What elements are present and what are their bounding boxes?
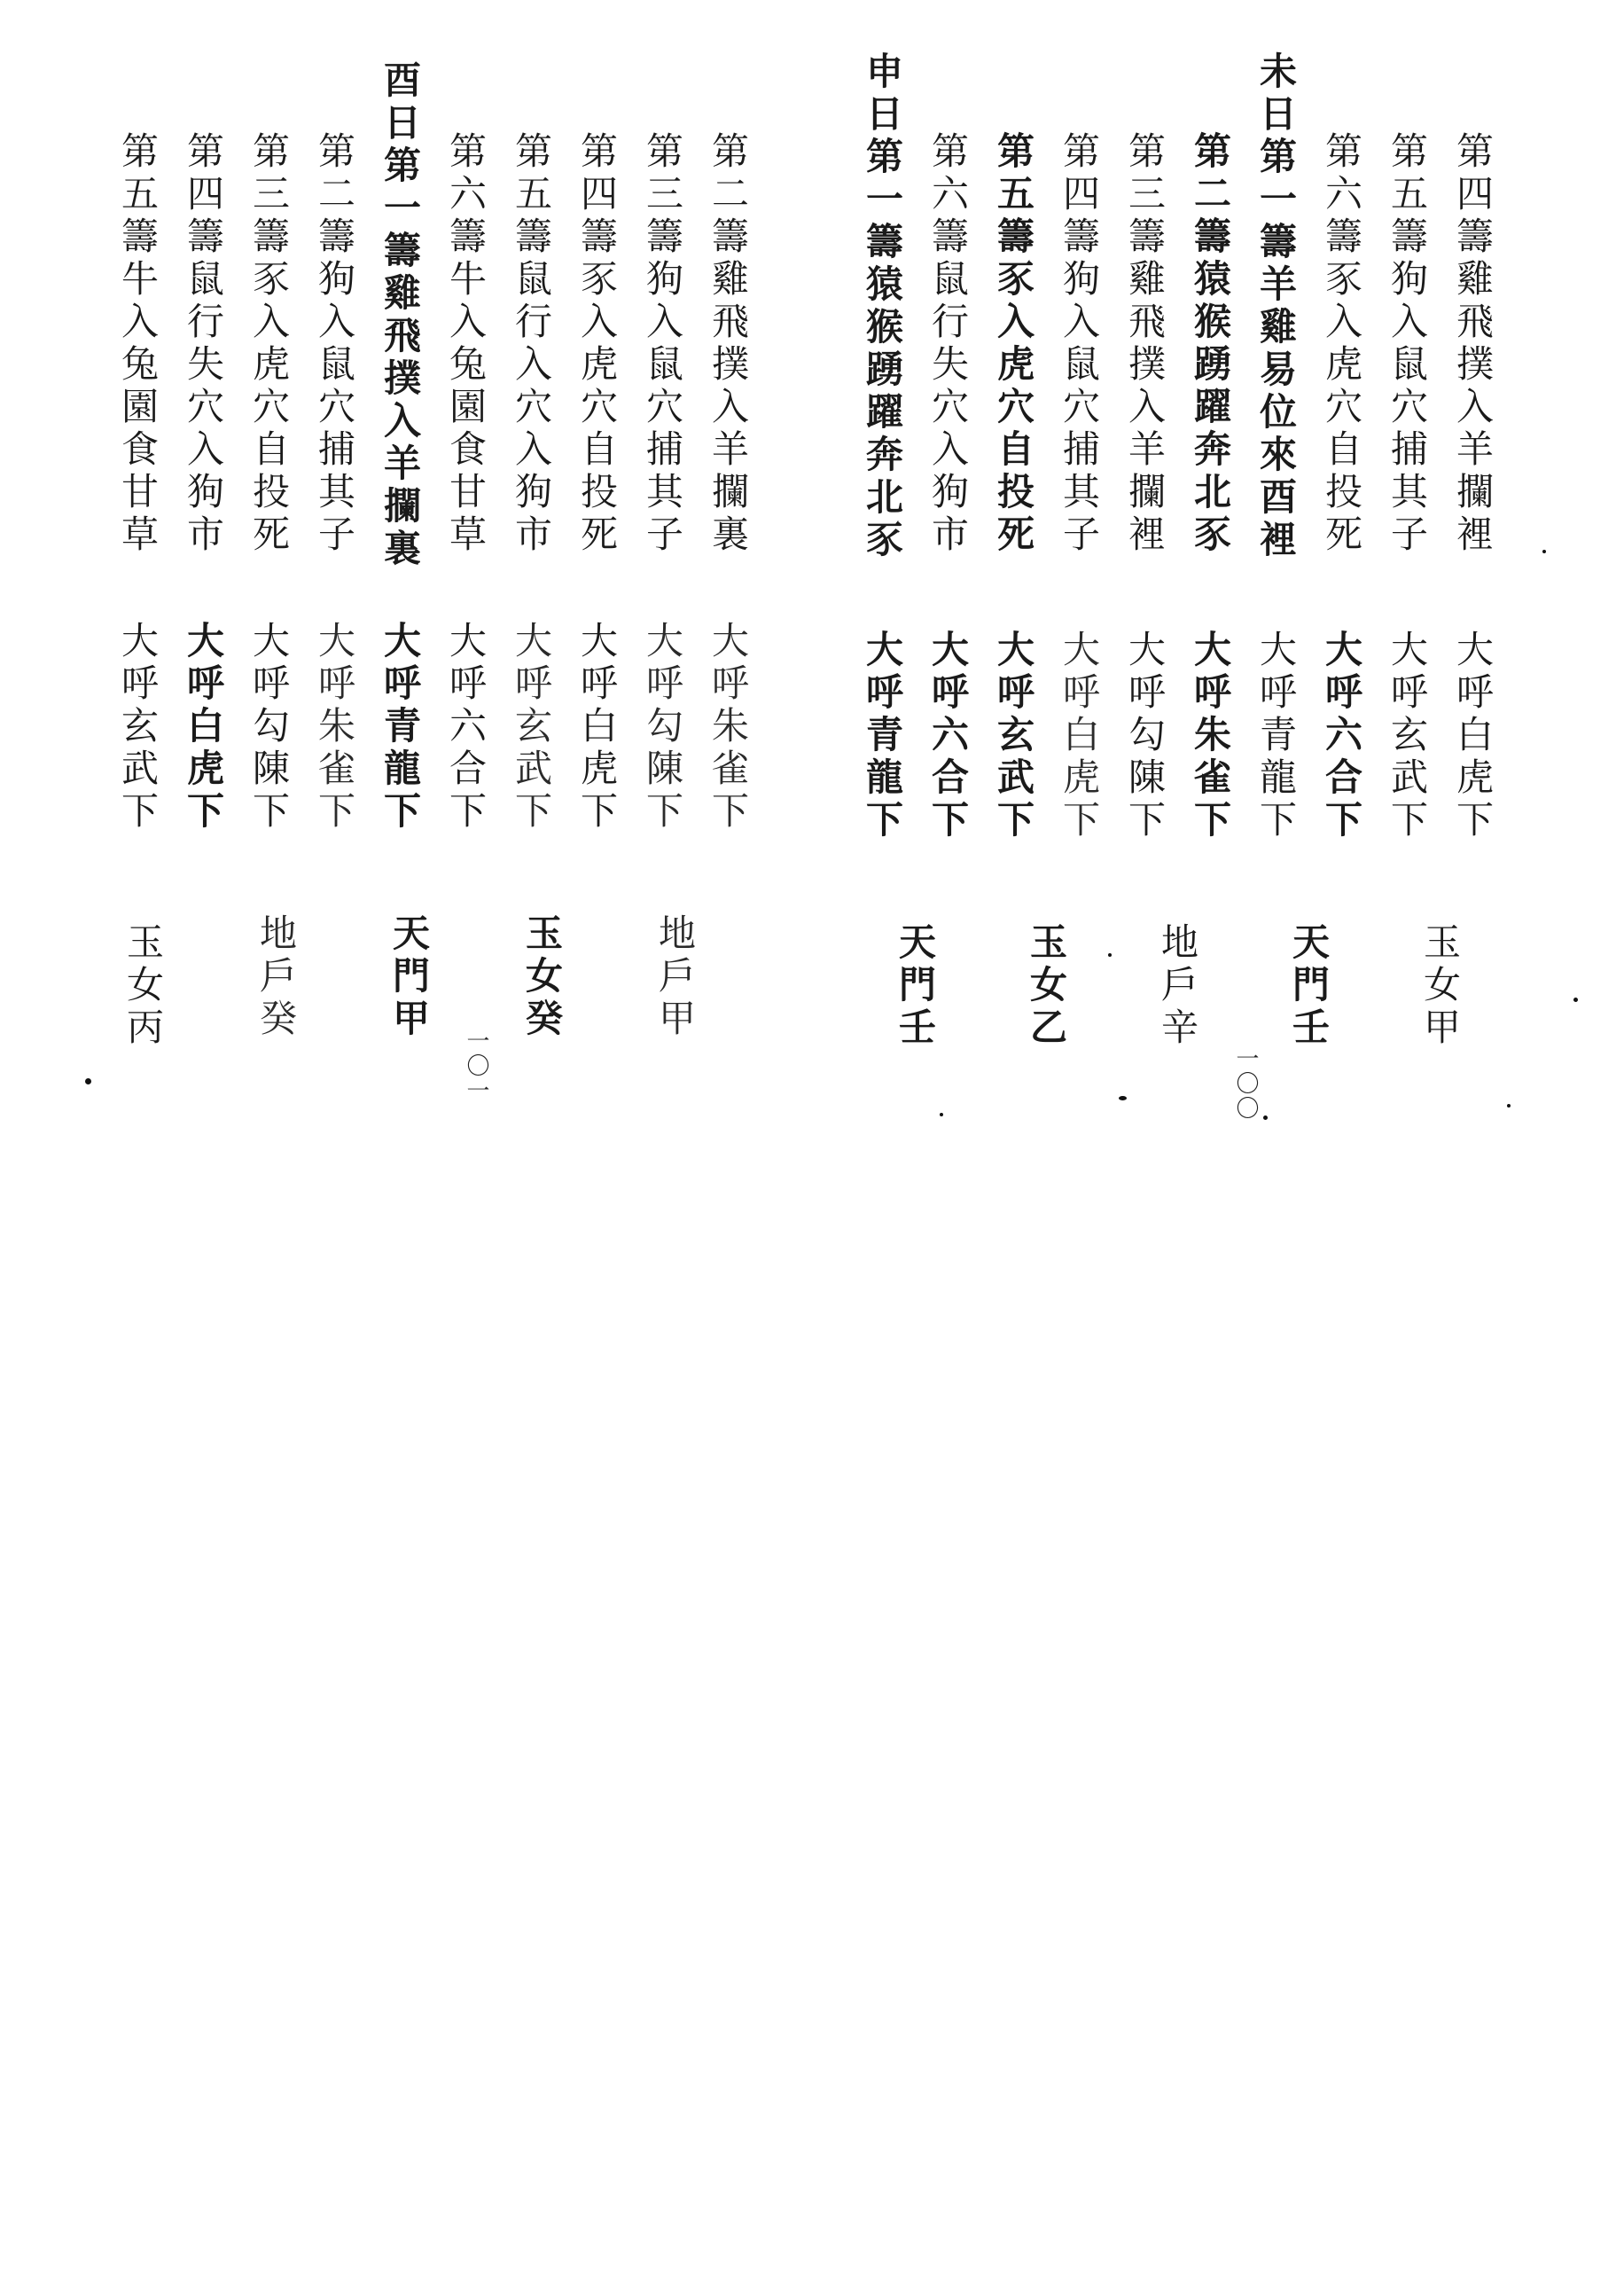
left-call-col-5: 大呼六合下 bbox=[444, 621, 488, 834]
left-main-col-8: 第三籌豕入虎穴自投死 bbox=[247, 131, 291, 557]
right-gate-col-3: 地戶辛 bbox=[1156, 922, 1199, 1050]
right-main-col-3: 第六籌豕入虎穴自投死 bbox=[1320, 131, 1363, 557]
scan-speck bbox=[1573, 998, 1578, 1002]
right-call-col-1: 大呼白虎下 bbox=[1451, 630, 1495, 842]
right-folio-number: 一〇〇 bbox=[1232, 1046, 1259, 1121]
left-call-col-7: 大呼朱雀下 bbox=[313, 621, 356, 834]
right-call-col-8: 大呼玄武下 bbox=[992, 630, 1035, 842]
right-call-col-5: 大呼朱雀下 bbox=[1189, 630, 1232, 842]
left-gate-col-5: 玉女丙 bbox=[121, 922, 165, 1050]
right-call-col-4: 大呼青龍下 bbox=[1254, 630, 1298, 842]
scan-speck bbox=[1119, 1096, 1127, 1100]
left-main-col-10: 第五籌牛入兔園食甘草 bbox=[116, 131, 160, 557]
scan-speck bbox=[1108, 953, 1112, 957]
left-main-col-6: 酉日第一籌雞飛撲入羊攔裏 bbox=[379, 60, 422, 571]
right-call-col-2: 大呼玄武下 bbox=[1386, 630, 1429, 842]
left-gate-col-2: 玉女癸 bbox=[520, 913, 564, 1041]
left-gate-col-4: 地戶癸 bbox=[254, 913, 298, 1041]
left-main-col-5: 第六籌牛入兔園食甘草 bbox=[444, 131, 488, 557]
scan-speck bbox=[1263, 1115, 1268, 1120]
left-call-col-3: 大呼白虎下 bbox=[575, 621, 619, 834]
left-main-col-4: 第五籌鼠行入穴入狗市 bbox=[510, 131, 553, 557]
right-call-col-6: 大呼勾陳下 bbox=[1123, 630, 1167, 842]
left-gate-col-3: 天門甲 bbox=[387, 913, 431, 1041]
left-main-col-3: 第四籌豕入虎穴自投死 bbox=[575, 131, 619, 557]
scan-speck bbox=[1507, 1104, 1511, 1108]
right-gate-col-1: 玉女甲 bbox=[1418, 922, 1462, 1050]
right-main-col-2: 第五籌狗入鼠穴捕其子 bbox=[1386, 131, 1429, 557]
left-call-col-6: 大呼青龍下 bbox=[379, 621, 422, 834]
left-page bbox=[89, 35, 780, 1135]
right-main-col-4: 未日第一籌羊雞易位來酉裡 bbox=[1254, 51, 1298, 562]
right-main-col-9: 第六籌鼠行失穴入狗市 bbox=[926, 131, 970, 557]
right-main-col-7: 第四籌狗入鼠穴捕其子 bbox=[1058, 131, 1101, 557]
right-main-col-8: 第五籌豕入虎穴自投死 bbox=[992, 131, 1035, 557]
right-gate-col-4: 玉女乙 bbox=[1025, 922, 1068, 1050]
right-main-col-10: 申日第一籌猿猴踴躍奔北豕 bbox=[861, 51, 904, 562]
left-main-col-7: 第二籌狗入鼠穴捕其子 bbox=[313, 131, 356, 557]
left-main-col-1: 第二籌雞飛撲入羊攔裏 bbox=[707, 131, 750, 557]
right-call-col-10: 大呼青龍下 bbox=[861, 630, 904, 842]
left-call-col-8: 大呼勾陳下 bbox=[247, 621, 291, 834]
scan-speck bbox=[940, 1113, 943, 1116]
left-folio-number: 一〇一 bbox=[463, 1029, 489, 1103]
left-main-col-2: 第三籌狗入鼠穴捕其子 bbox=[641, 131, 684, 557]
left-call-col-1: 大呼朱雀下 bbox=[707, 621, 750, 834]
left-gate-col-1: 地戶甲 bbox=[653, 913, 697, 1041]
scan-speck bbox=[85, 1078, 91, 1084]
right-gate-col-2: 天門壬 bbox=[1287, 922, 1331, 1050]
right-call-col-7: 大呼白虎下 bbox=[1058, 630, 1101, 842]
right-call-col-3: 大呼六合下 bbox=[1320, 630, 1363, 842]
right-main-col-5: 第二籌猿猴踴躍奔北豕 bbox=[1189, 131, 1232, 557]
left-call-col-10: 大呼玄武下 bbox=[116, 621, 160, 834]
scan-speck bbox=[1542, 550, 1546, 553]
right-page bbox=[851, 35, 1525, 1135]
left-call-col-9: 大呼白虎下 bbox=[182, 621, 225, 834]
right-main-col-1: 第四籌雞飛撲入羊攔裡 bbox=[1451, 131, 1495, 557]
right-main-col-6: 第三籌雞飛撲入羊攔裡 bbox=[1123, 131, 1167, 557]
right-call-col-9: 大呼六合下 bbox=[926, 630, 970, 842]
left-call-col-2: 大呼勾陳下 bbox=[641, 621, 684, 834]
left-main-col-9: 第四籌鼠行失穴入狗市 bbox=[182, 131, 225, 557]
left-call-col-4: 大呼玄武下 bbox=[510, 621, 553, 834]
right-gate-col-5: 天門壬 bbox=[894, 922, 937, 1050]
